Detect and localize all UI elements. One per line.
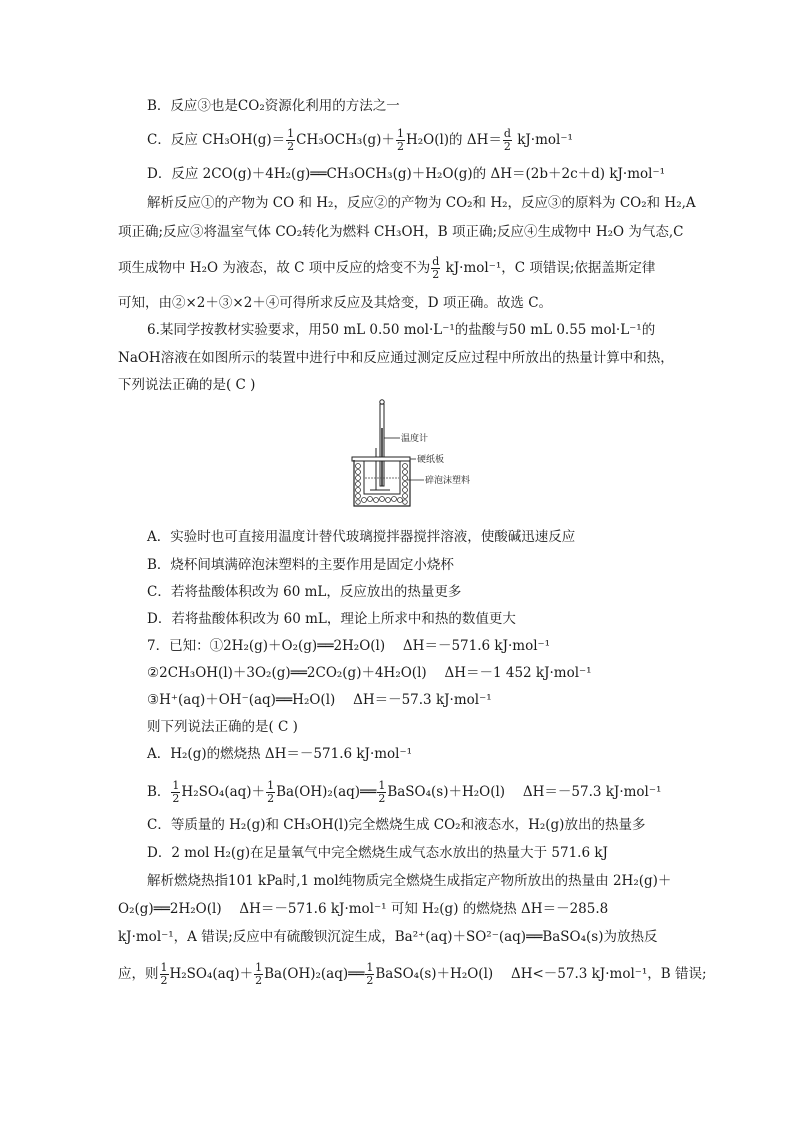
q7-stem: 7．已知：①2H₂(g)＋O₂(g)══2H₂O(l) ΔH＝－571.6 kJ·mol⁻¹ [147, 638, 551, 654]
q7-analysis-line-1: 解析燃烧热指101 kPa时,1 mol纯物质完全燃烧生成指定产物所放出的热量由 2H₂(g)＋ [147, 873, 672, 889]
q6-stem-line-3: 下列说法正确的是( C ) [118, 377, 256, 393]
q6-stem-line-1: 6.某同学按教材实验要求，用50 mL 0.50 mol·L⁻¹的盐酸与50 mL 0.55 mol·L⁻¹的 [147, 322, 656, 338]
q5-option-c: C．反应 CH₃OH(g)＝ $\frac{1}{2}$ CH₃OCH₃(g)＋ $\frac{1}{2}$ H₂O(l)的 ΔH＝ $\frac{d}{2}$ kJ·mol⁻¹ [147, 127, 573, 153]
q6-stem-line-2: NaOH溶液在如图所示的装置中进行中和反应通过测定反应过程中所放出的热量计算中和热， [118, 350, 674, 366]
q5-option-d: D．反应 2CO(g)＋4H₂(g)══CH₃OCH₃(g)＋H₂O(g)的 ΔH＝(2b＋2c＋d) kJ·mol⁻¹ [147, 166, 666, 182]
label-thermometer: 温度计 [401, 434, 429, 444]
fraction: $\frac{1}{2}$ [378, 779, 386, 805]
q7-option-d: D．2 mol H₂(g)在足量氧气中完全燃烧生成气态水放出的热量大于 571.6 kJ [147, 845, 608, 861]
q7-ask: 则下列说法正确的是( C ) [147, 719, 298, 735]
q5-option-b: B．反应③也是CO₂资源化利用的方法之一 [147, 98, 400, 114]
fraction: $\frac{1}{2}$ [396, 127, 404, 153]
q7-analysis-line-3: kJ·mol⁻¹，A 错误;反应中有硫酸钡沉淀生成，Ba²⁺(aq)＋SO²⁻(aq)══BaSO₄(s)为放热反 [118, 929, 658, 945]
q7-analysis-line-4: 应，则 $\frac{1}{2}$ H₂SO₄(aq)＋ $\frac{1}{2}$ Ba(OH)₂(aq)══ $\frac{1}{2}$ BaSO₄(s)＋H₂O(l) ΔH<－57.3 kJ·mol⁻¹，B 错误; [118, 961, 707, 987]
fraction: $\frac{1}{2}$ [267, 779, 275, 805]
fraction: $\frac{1}{2}$ [160, 961, 168, 987]
fraction: $\frac{1}{2}$ [287, 127, 295, 153]
q6-option-d: D．若将盐酸体积改为 60 mL，理论上所求中和热的数值更大 [147, 611, 516, 627]
q5-analysis-line-2: 项正确;反应③将温室气体 CO₂转化为燃料 CH₃OH，B 项正确;反应④生成物中 H₂O 为气态,C [118, 224, 684, 240]
q5-analysis-line-3: 项生成物中 H₂O 为液态，故 C 项中反应的焓变不为 $\frac{d}{2}$ kJ·mol⁻¹，C 项错误;依据盖斯定律 [118, 255, 656, 281]
q5-analysis-line-4: 可知，由②×2＋③×2＋④可得所求反应及其焓变，D 项正确。故选 C。 [118, 295, 553, 311]
fraction: $\frac{d}{2}$ [432, 255, 440, 281]
calorimeter-diagram [340, 398, 510, 510]
q7-equation-3: ③H⁺(aq)＋OH⁻(aq)══H₂O(l) ΔH＝－57.3 kJ·mol⁻¹ [147, 692, 492, 708]
fraction: $\frac{1}{2}$ [366, 961, 374, 987]
q6-option-b: B．烧杯间填满碎泡沫塑料的主要作用是固定小烧杯 [147, 557, 454, 573]
q6-option-c: C．若将盐酸体积改为 60 mL，反应放出的热量更多 [147, 584, 462, 600]
label-foam: 碎泡沫塑料 [425, 476, 471, 486]
calorimeter-figure [340, 398, 510, 510]
fraction: $\frac{1}{2}$ [255, 961, 263, 987]
q6-option-a: A．实验时也可直接用温度计替代玻璃搅拌器搅拌溶液，使酸碱迅速反应 [147, 529, 576, 545]
q7-option-b: B． $\frac{1}{2}$ H₂SO₄(aq)＋ $\frac{1}{2}$ Ba(OH)₂(aq)══ $\frac{1}{2}$ BaSO₄(s)＋H₂O(l) ΔH＝－57.3 kJ·mol⁻¹ [147, 779, 662, 805]
fraction: $\frac{1}{2}$ [172, 779, 180, 805]
cardboard-lid [352, 457, 410, 461]
fraction: $\frac{d}{2}$ [503, 127, 511, 153]
q7-equation-2: ②2CH₃OH(l)＋3O₂(g)══2CO₂(g)＋4H₂O(l) ΔH＝－1 452 kJ·mol⁻¹ [147, 665, 592, 681]
q7-option-a: A．H₂(g)的燃烧热 ΔH＝－571.6 kJ·mol⁻¹ [147, 746, 413, 762]
q5-analysis-line-1: 解析反应①的产物为 CO 和 H₂，反应②的产物为 CO₂和 H₂，反应③的原料为 CO₂和 H₂,A [147, 195, 696, 211]
q7-analysis-line-2: O₂(g)══2H₂O(l) ΔH＝－571.6 kJ·mol⁻¹ 可知 H₂(g) 的燃烧热 ΔH＝－285.8 [118, 901, 609, 917]
q7-option-c: C．等质量的 H₂(g)和 CH₃OH(l)完全燃烧生成 CO₂和液态水，H₂(g)放出的热量多 [147, 817, 646, 833]
label-cardboard: 硬纸板 [417, 455, 445, 465]
